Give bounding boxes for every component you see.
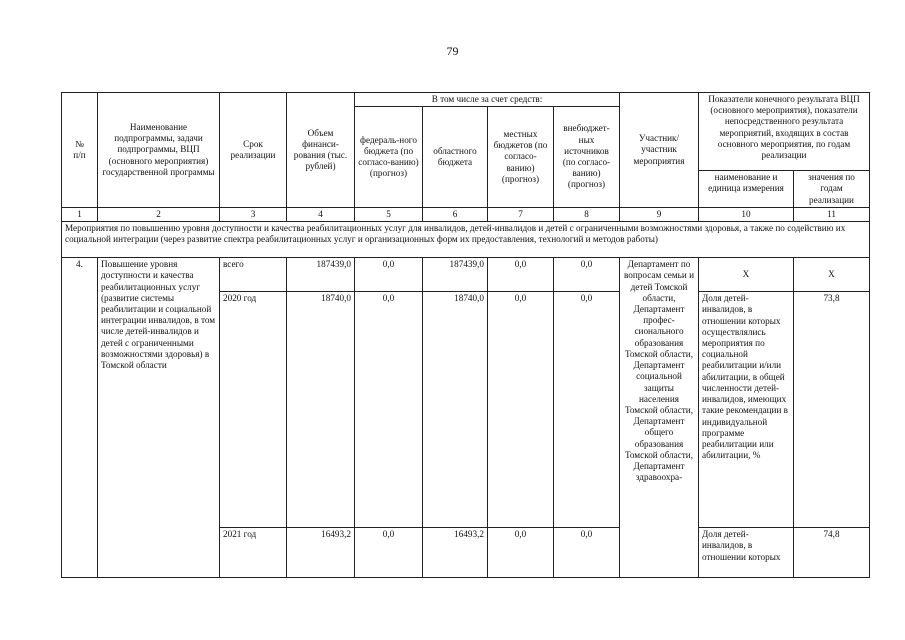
row-regional: 187439,0 — [423, 258, 488, 292]
section-title: Мероприятия по повышению уровня доступности и качества реабилитационных услуг для инвалидов, детей-инвалидов и детей с ограниченными возможностями здоровья, а также по содействию их социальной интеграции (через развитие спектра реабилитационных услуг и организационных форм их предоставления, технологий и методов работы) — [62, 222, 870, 258]
row-local: 0,0 — [488, 292, 554, 528]
row-federal: 0,0 — [355, 292, 423, 528]
row-local: 0,0 — [488, 258, 554, 292]
row-volume: 18740,0 — [287, 292, 355, 528]
row-volume: 16493,2 — [287, 528, 355, 578]
col-number: 8 — [554, 207, 620, 221]
header-extra: внебюджет-ных источников (по согласо-ванию) (прогноз) — [554, 107, 620, 208]
header-participant: Участник/ участник мероприятия — [620, 93, 699, 208]
item-num: 4. — [62, 258, 98, 578]
row-ind-name: Доля детей-инвалидов, в отношении которых — [699, 528, 794, 578]
page-number: 79 — [446, 44, 459, 58]
row-period: всего — [220, 258, 287, 292]
row-ind-value: 73,8 — [794, 292, 870, 528]
col-number: 9 — [620, 207, 699, 221]
col-number: 3 — [220, 207, 287, 221]
table-row — [62, 258, 870, 292]
row-ind-name: Х — [699, 258, 794, 292]
header-num: № п/п — [62, 93, 98, 208]
row-ind-value: 74,8 — [794, 528, 870, 578]
row-period: 2021 год — [220, 528, 287, 578]
header-period: Срок реализации — [220, 93, 287, 208]
program-table — [61, 92, 870, 578]
col-number: 2 — [98, 207, 220, 221]
row-local: 0,0 — [488, 528, 554, 578]
row-ind-value: Х — [794, 258, 870, 292]
header-incl-group: В том числе за счет средств: — [355, 93, 620, 107]
header-ind-values: значения по годам реализации — [794, 171, 870, 208]
row-regional: 18740,0 — [423, 292, 488, 528]
col-number: 1 — [62, 207, 98, 221]
header-volume: Объем финанси-рования (тыс. рублей) — [287, 93, 355, 208]
row-federal: 0,0 — [355, 528, 423, 578]
row-period: 2020 год — [220, 292, 287, 528]
header-name: Наименование подпрограммы, задачи подпрограммы, ВЦП (основного мероприятия) государственной программы — [98, 93, 220, 208]
col-number: 6 — [423, 207, 488, 221]
header-indicators-group: Показатели конечного результата ВЦП (основного мероприятия), показатели непосредственного результата мероприятий, входящих в состав основного мероприятия, по годам реализации — [699, 93, 870, 171]
header-federal: федераль-ного бюджета (по согласо-ванию) (прогноз) — [355, 107, 423, 208]
row-extra: 0,0 — [554, 292, 620, 528]
col-number: 4 — [287, 207, 355, 221]
col-number: 11 — [794, 207, 870, 221]
row-federal: 0,0 — [355, 258, 423, 292]
row-volume: 187439,0 — [287, 258, 355, 292]
header-local: местных бюджетов (по согласо-ванию) (прогноз) — [488, 107, 554, 208]
col-number: 5 — [355, 207, 423, 221]
item-name: Повышение уровня доступности и качества реабилитационных услуг (развитие системы реабилитации и социальной интеграции инвалидов, в том числе детей-инвалидов и детей с ограниченными возможностями здоровья) в Томской области — [98, 258, 220, 578]
col-number: 10 — [699, 207, 794, 221]
row-regional: 16493,2 — [423, 528, 488, 578]
item-participant: Департамент по вопросам семьи и детей Томской области, Департамент профес-сионального образования Томской области, Департамент социальной защиты населения Томской области, Департамент общего образования Томской области, Департамент здравоохра- — [620, 258, 699, 578]
col-number: 7 — [488, 207, 554, 221]
row-extra: 0,0 — [554, 258, 620, 292]
row-ind-name: Доля детей-инвалидов, в отношении которых осуществлялись мероприятия по социальной реабилитации и/или абилитации, в общей численности детей-инвалидов, имеющих такие рекомендации в индивидуальной программе реабилитации или абилитации, % — [699, 292, 794, 528]
column-numbers-row — [62, 207, 870, 221]
header-regional: областного бюджета — [423, 107, 488, 208]
row-extra: 0,0 — [554, 528, 620, 578]
header-ind-name: наименование и единица измерения — [699, 171, 794, 208]
